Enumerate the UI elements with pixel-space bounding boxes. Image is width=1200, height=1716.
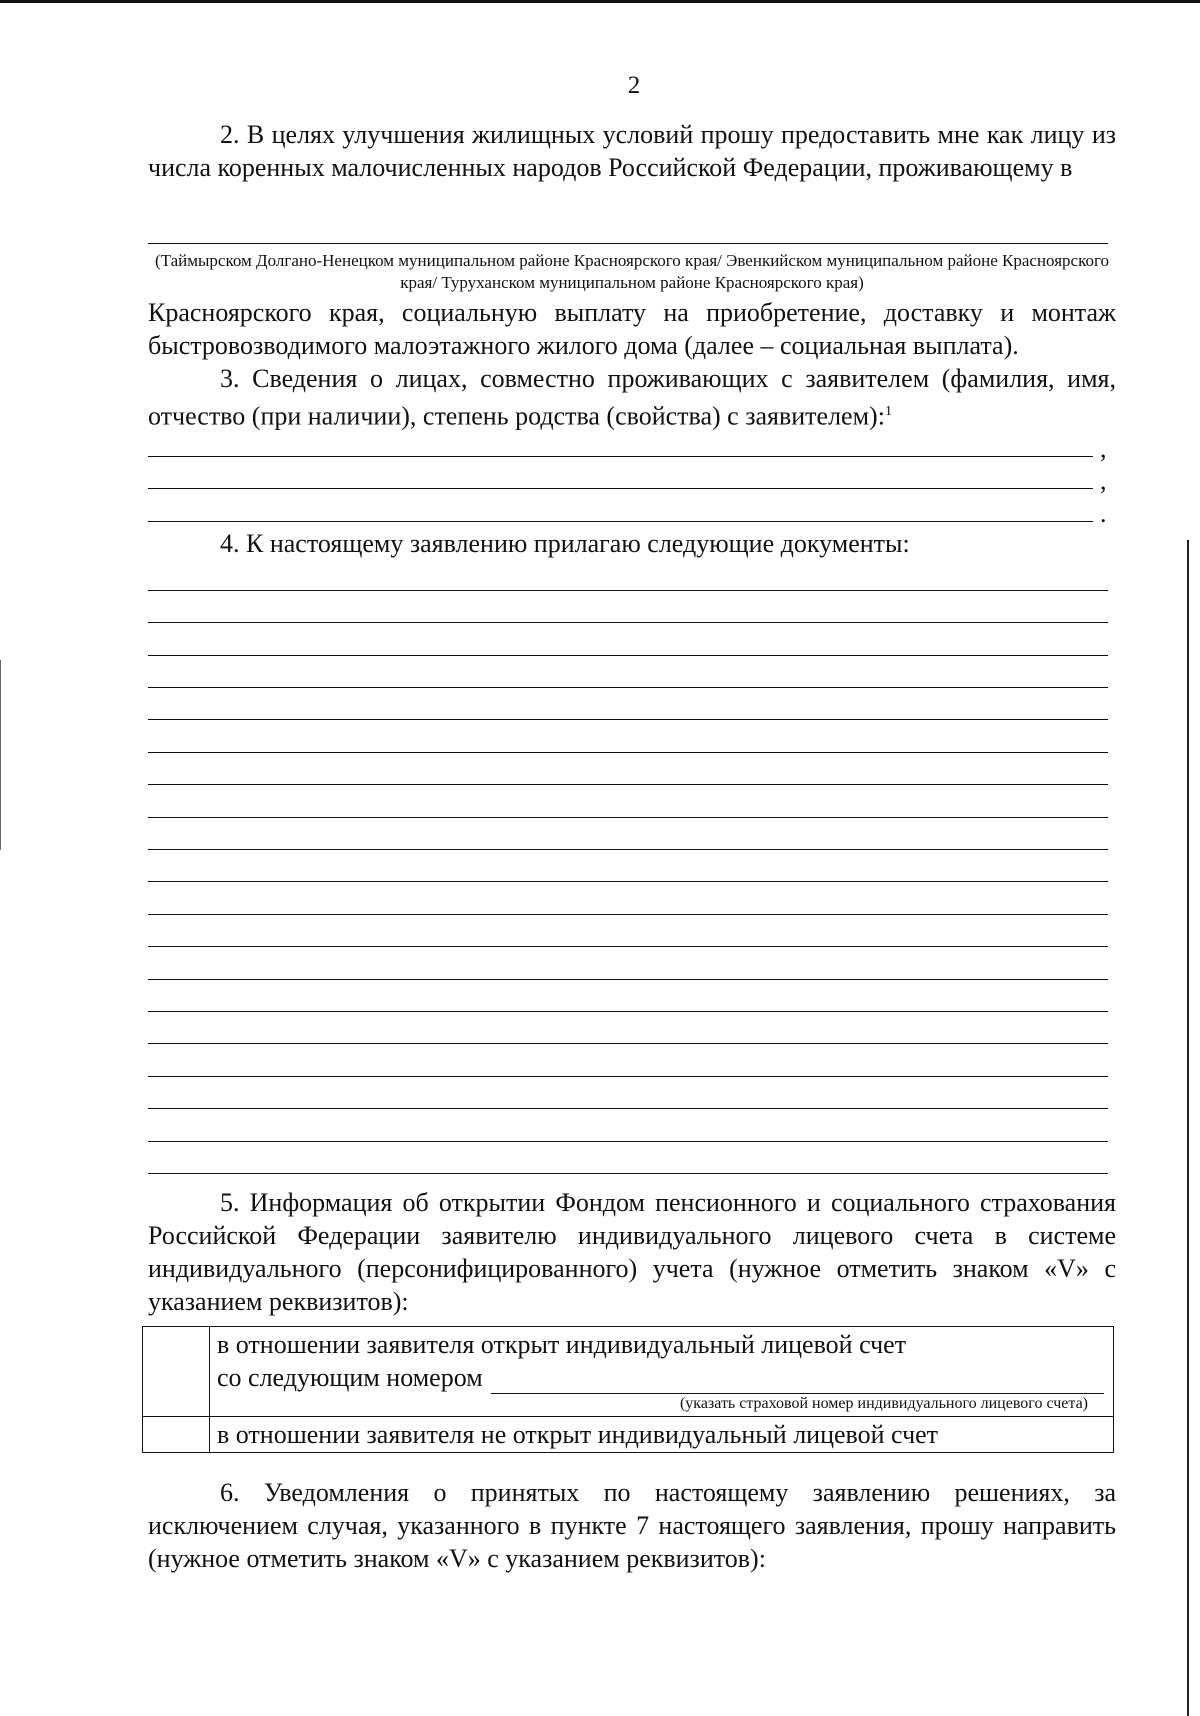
document-line[interactable] <box>148 1043 1108 1044</box>
paragraph-4: 4. К настоящему заявлению прилагаю следующие документы: <box>220 529 910 558</box>
document-line[interactable] <box>148 622 1108 623</box>
account-opened-cell <box>210 1327 1114 1417</box>
account-number-caption: (указать страховой номер индивидуального лицевого счета) <box>679 1395 1088 1412</box>
document-line[interactable] <box>148 849 1108 850</box>
paragraph-2: 2. В целях улучшения жилищных условий прошу предоставить мне как лицу из числа коренных малочисленных народов Российской Федерации, проживающему в <box>148 120 1116 182</box>
paragraph-3-text: 3. Сведения о лицах, совместно проживающих с заявителем (фамилия, имя, отчество (при наличии), степень родства (свойства) с заявителем): <box>148 364 1116 431</box>
region-input-line[interactable] <box>148 243 1108 244</box>
page-number: 2 <box>627 72 641 99</box>
account-not-opened-cell <box>210 1417 1114 1453</box>
account-options-table <box>142 1326 1114 1453</box>
document-line[interactable] <box>148 752 1108 753</box>
cohabitant-line-1[interactable] <box>148 456 1093 457</box>
account-number-row <box>211 1361 1112 1394</box>
scan-left-mark <box>0 660 1 850</box>
account-number-label: со следующим номером <box>217 1363 483 1392</box>
cohabitant-line-3[interactable] <box>148 521 1093 522</box>
scan-right-border <box>1187 540 1189 1716</box>
account-not-opened-label: в отношении заявителя не открыт индивидуальный лицевой счет <box>217 1420 939 1449</box>
cohabitant-line-3-end: . <box>1100 499 1107 528</box>
cohabitant-line-2[interactable] <box>148 488 1093 489</box>
paragraph-2-continuation: Красноярского края, социальную выплату на приобретение, доставку и монтаж быстровозводимого малоэтажного жилого дома (далее – социальная выплата). <box>148 298 1116 360</box>
document-line[interactable] <box>148 719 1108 720</box>
document-line[interactable] <box>148 1011 1108 1012</box>
document-line[interactable] <box>148 881 1108 882</box>
paragraph-5: 5. Информация об открытии Фондом пенсионного и социального страхования Российской Федерации заявителю индивидуального лицевого счета в системе индивидуального (персонифицированного) учета (нужное отметить знаком «V» с указанием реквизитов): <box>148 1188 1116 1316</box>
document-line[interactable] <box>148 979 1108 980</box>
paragraph-6: 6. Уведомления о принятых по настоящему заявлению решениях, за исключением случая, указанного в пункте 7 настоящего заявления, прошу направить (нужное отметить знаком «V» с указанием реквизитов): <box>148 1478 1116 1573</box>
document-line[interactable] <box>148 655 1108 656</box>
account-opened-checkbox[interactable] <box>143 1327 210 1417</box>
account-number-input[interactable] <box>491 1367 1104 1394</box>
document-line[interactable] <box>148 817 1108 818</box>
document-line[interactable] <box>148 590 1108 591</box>
footnote-ref: 1 <box>884 404 892 419</box>
account-not-opened-checkbox[interactable] <box>143 1417 210 1453</box>
scan-top-border <box>0 0 1200 3</box>
document-line[interactable] <box>148 1173 1108 1174</box>
document-line[interactable] <box>148 1076 1108 1077</box>
document-line[interactable] <box>148 687 1108 688</box>
region-caption: (Таймырском Долгано-Ненецком муниципальном районе Красноярского края/ Эвенкийском муниципальном районе Красноярского края/ Туруханском муниципальном районе Красноярского края) <box>154 251 1110 292</box>
document-line[interactable] <box>148 914 1108 915</box>
paragraph-3 <box>148 362 1116 433</box>
account-opened-label: в отношении заявителя открыт индивидуальный лицевой счет <box>217 1330 907 1359</box>
document-line[interactable] <box>148 1141 1108 1142</box>
cohabitant-line-1-end: , <box>1100 434 1107 463</box>
document-line[interactable] <box>148 784 1108 785</box>
cohabitant-line-2-end: , <box>1100 466 1107 495</box>
document-line[interactable] <box>148 1108 1108 1109</box>
document-line[interactable] <box>148 946 1108 947</box>
